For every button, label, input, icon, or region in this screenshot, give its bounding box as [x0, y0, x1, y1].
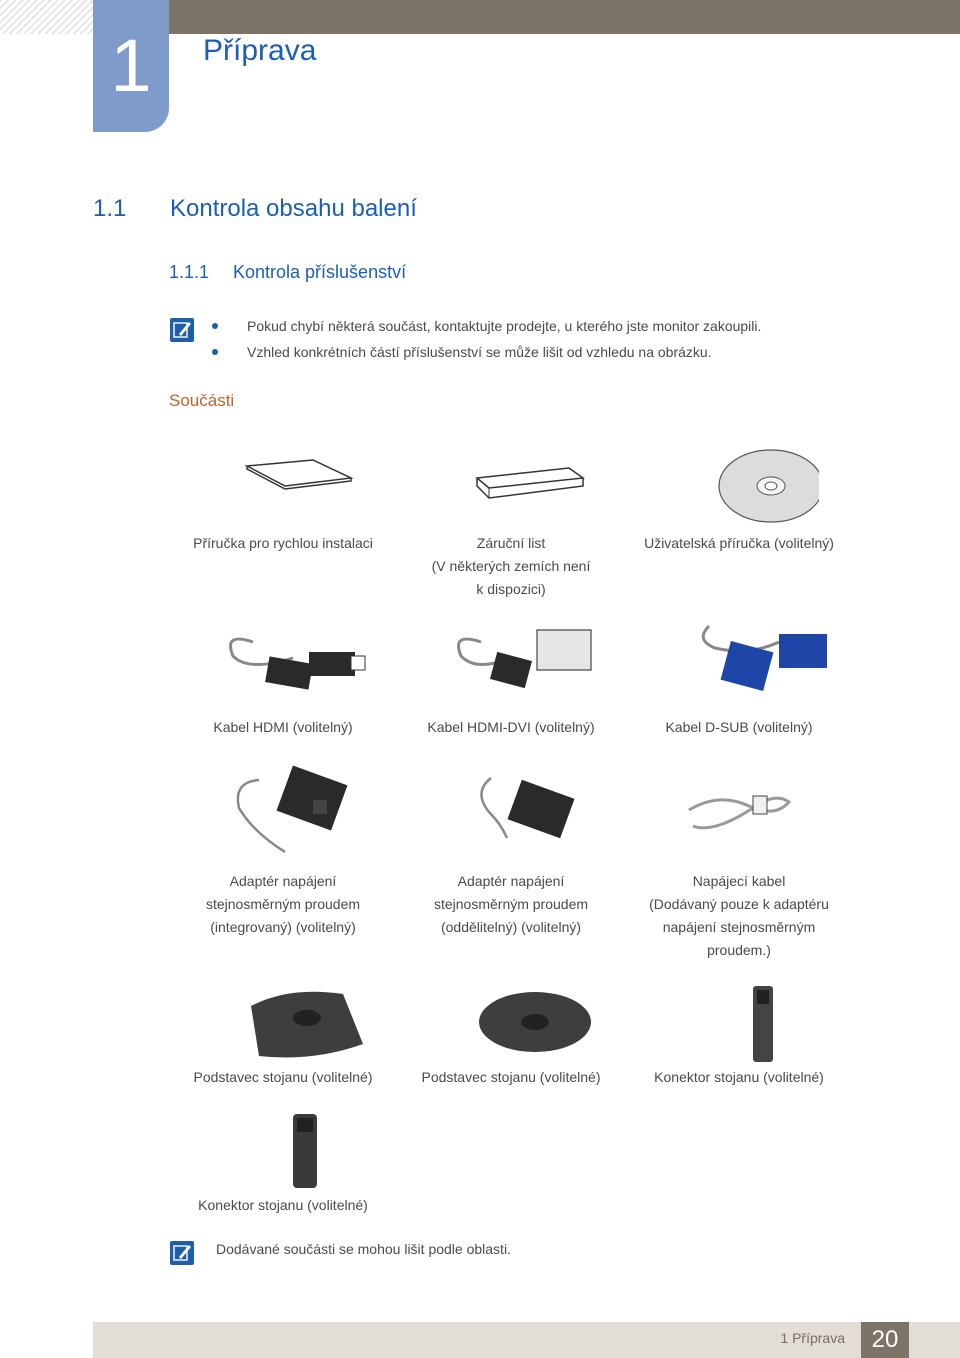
item-stand-base-square	[170, 982, 396, 1089]
item-stand-base-round	[398, 982, 624, 1089]
note-icon	[170, 318, 194, 342]
item-stand-connector	[626, 982, 852, 1089]
page-number: 20	[861, 1322, 909, 1358]
cd-icon	[659, 448, 819, 532]
warranty-card-icon	[431, 448, 591, 532]
item-caption: Záruční list (V některých zemích není k dispozici)	[431, 535, 591, 597]
chapter-title: Příprava	[203, 34, 317, 67]
dc-adapter-integrated-icon	[193, 762, 373, 870]
item-caption: Podstavec stojanu (volitelné)	[193, 1069, 373, 1085]
power-cord-icon	[649, 762, 829, 870]
note-item: Vzhled konkrétních částí příslušenství se může lišit od vzhledu na obrázku.	[212, 342, 761, 368]
item-hdmi-cable	[170, 612, 396, 739]
item-cd	[626, 448, 852, 555]
footer-chapter-label: 1 Příprava	[780, 1330, 845, 1346]
item-caption: Podstavec stojanu (volitelné)	[421, 1069, 601, 1085]
item-caption: Příručka pro rychlou instalaci	[193, 535, 373, 551]
item-caption: Kabel HDMI (volitelný)	[213, 719, 353, 735]
section-number: 1.1	[93, 195, 127, 222]
quick-guide-icon	[203, 448, 363, 532]
bullet-icon	[212, 349, 218, 355]
subsection-number: 1.1.1	[169, 262, 210, 282]
section-title	[93, 195, 417, 223]
bottom-note: Dodávané součásti se mohou lišit podle oblasti.	[216, 1241, 511, 1257]
item-caption: Kabel D-SUB (volitelný)	[665, 719, 813, 735]
bullet-icon	[212, 323, 218, 329]
item-power-cord	[626, 762, 852, 962]
item-caption: Konektor stojanu (volitelné)	[654, 1069, 824, 1085]
item-caption: Konektor stojanu (volitelné)	[198, 1197, 368, 1213]
item-caption: Uživatelská příručka (volitelný)	[644, 535, 834, 551]
stand-base-square-icon	[193, 982, 373, 1066]
hdmi-cable-icon	[193, 612, 373, 716]
note-icon	[170, 1241, 194, 1265]
item-dsub-cable	[626, 612, 852, 739]
subsection-title-text: Kontrola příslušenství	[233, 262, 407, 282]
chapter-number-tab: 1	[93, 0, 169, 132]
item-caption: Adaptér napájení stejnosměrným proudem (oddělitelný) (volitelný)	[433, 873, 589, 935]
item-dc-adapter-integrated	[170, 762, 396, 939]
dc-adapter-detachable-icon	[421, 762, 601, 870]
note-item: Pokud chybí některá součást, kontaktujte prodejte, u kterého jste monitor zakoupili.	[212, 316, 761, 342]
item-caption: Kabel HDMI-DVI (volitelný)	[427, 719, 595, 735]
item-stand-connector-alt	[170, 1110, 396, 1217]
dsub-cable-icon	[649, 612, 829, 716]
subsection-title	[169, 262, 406, 283]
item-dc-adapter-detachable	[398, 762, 624, 939]
hdmi-dvi-cable-icon	[421, 612, 601, 716]
section-title-text: Kontrola obsahu balení	[170, 195, 417, 222]
item-caption: Adaptér napájení stejnosměrným proudem (integrovaný) (volitelný)	[205, 873, 361, 935]
item-quick-guide	[170, 448, 396, 555]
item-warranty-card	[398, 448, 624, 601]
components-heading: Součásti	[169, 391, 235, 410]
item-hdmi-dvi-cable	[398, 612, 624, 739]
stand-connector-icon	[649, 982, 829, 1066]
stand-connector-alt-icon	[193, 1110, 373, 1194]
item-caption: Napájecí kabel (Dodávaný pouze k adaptéru napájení stejnosměrným proudem.)	[649, 873, 829, 958]
notes-list	[212, 316, 761, 368]
stand-base-round-icon	[421, 982, 601, 1066]
top-hatch-decoration	[0, 0, 93, 34]
